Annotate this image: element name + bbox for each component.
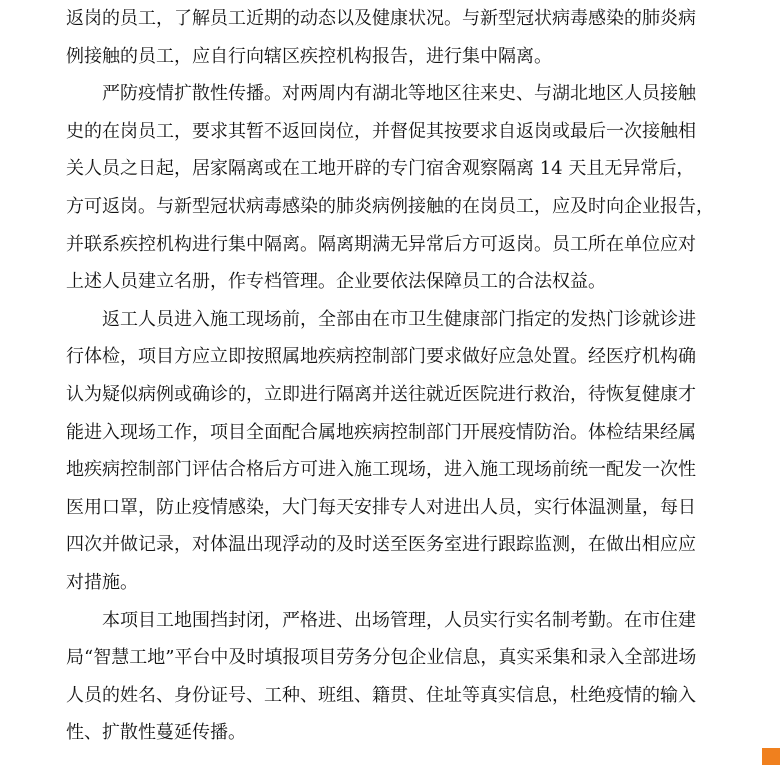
text-line: 性、扩散性蔓延传播。 xyxy=(66,722,246,744)
text-line: 局“智慧工地”平台中及时填报项目劳务分包企业信息，真实采集和录入全部进场 xyxy=(66,647,697,669)
corner-mark-decoration xyxy=(762,748,780,765)
text-line: 医用口罩，防止疫情感染，大门每天安排专人对进出人员，实行体温测量，每日 xyxy=(66,496,696,518)
text-line: 并联系疾控机构进行集中隔离。隔离期满无异常后方可返岗。员工所在单位应对 xyxy=(66,233,696,255)
paragraph-1 xyxy=(66,0,718,75)
text-line: 地疾病控制部门评估合格后方可进入施工现场，进入施工现场前统一配发一次性 xyxy=(66,459,696,481)
text-line: 认为疑似病例或确诊的，立即进行隔离并送往就近医院进行救治，待恢复健康才 xyxy=(66,383,696,405)
paragraph-4 xyxy=(66,602,718,752)
text-line: 能进入现场工作，项目全面配合属地疾病控制部门开展疫情防治。体检结果经属 xyxy=(66,421,696,443)
document-body xyxy=(66,0,718,752)
paragraph-3 xyxy=(66,301,718,602)
text-line: 上述人员建立名册，作专档管理。企业要依法保障员工的合法权益。 xyxy=(66,271,606,293)
text-line: 返岗的员工，了解员工近期的动态以及健康状况。与新型冠状病毒感染的肺炎病 xyxy=(66,8,696,29)
text-line: 方可返岗。与新型冠状病毒感染的肺炎病例接触的在岗员工，应及时向企业报告， xyxy=(66,195,714,217)
text-line: 四次并做记录，对体温出现浮动的及时送至医务室进行跟踪监测，在做出相应应 xyxy=(66,534,696,556)
text-line: 返工人员进入施工现场前，全部由在市卫生健康部门指定的发热门诊就诊进 xyxy=(102,308,696,330)
text-line: 对措施。 xyxy=(66,571,138,593)
text-line: 本项目工地围挡封闭，严格进、出场管理，人员实行实名制考勤。在市住建 xyxy=(102,609,696,631)
text-line: 关人员之日起，居家隔离或在工地开辟的专门宿舍观察隔离 14 天且无异常后， xyxy=(66,158,695,180)
text-line: 史的在岗员工，要求其暂不返回岗位，并督促其按要求自返岗或最后一次接触相 xyxy=(66,120,696,142)
text-line: 人员的姓名、身份证号、工种、班组、籍贯、住址等真实信息，杜绝疫情的输入 xyxy=(66,684,696,706)
text-line: 严防疫情扩散性传播。对两周内有湖北等地区往来史、与湖北地区人员接触 xyxy=(102,83,696,105)
text-line: 例接触的员工，应自行向辖区疾控机构报告，进行集中隔离。 xyxy=(66,45,552,67)
text-line: 行体检，项目方应立即按照属地疾病控制部门要求做好应急处置。经医疗机构确 xyxy=(66,346,696,368)
paragraph-2 xyxy=(66,75,718,301)
